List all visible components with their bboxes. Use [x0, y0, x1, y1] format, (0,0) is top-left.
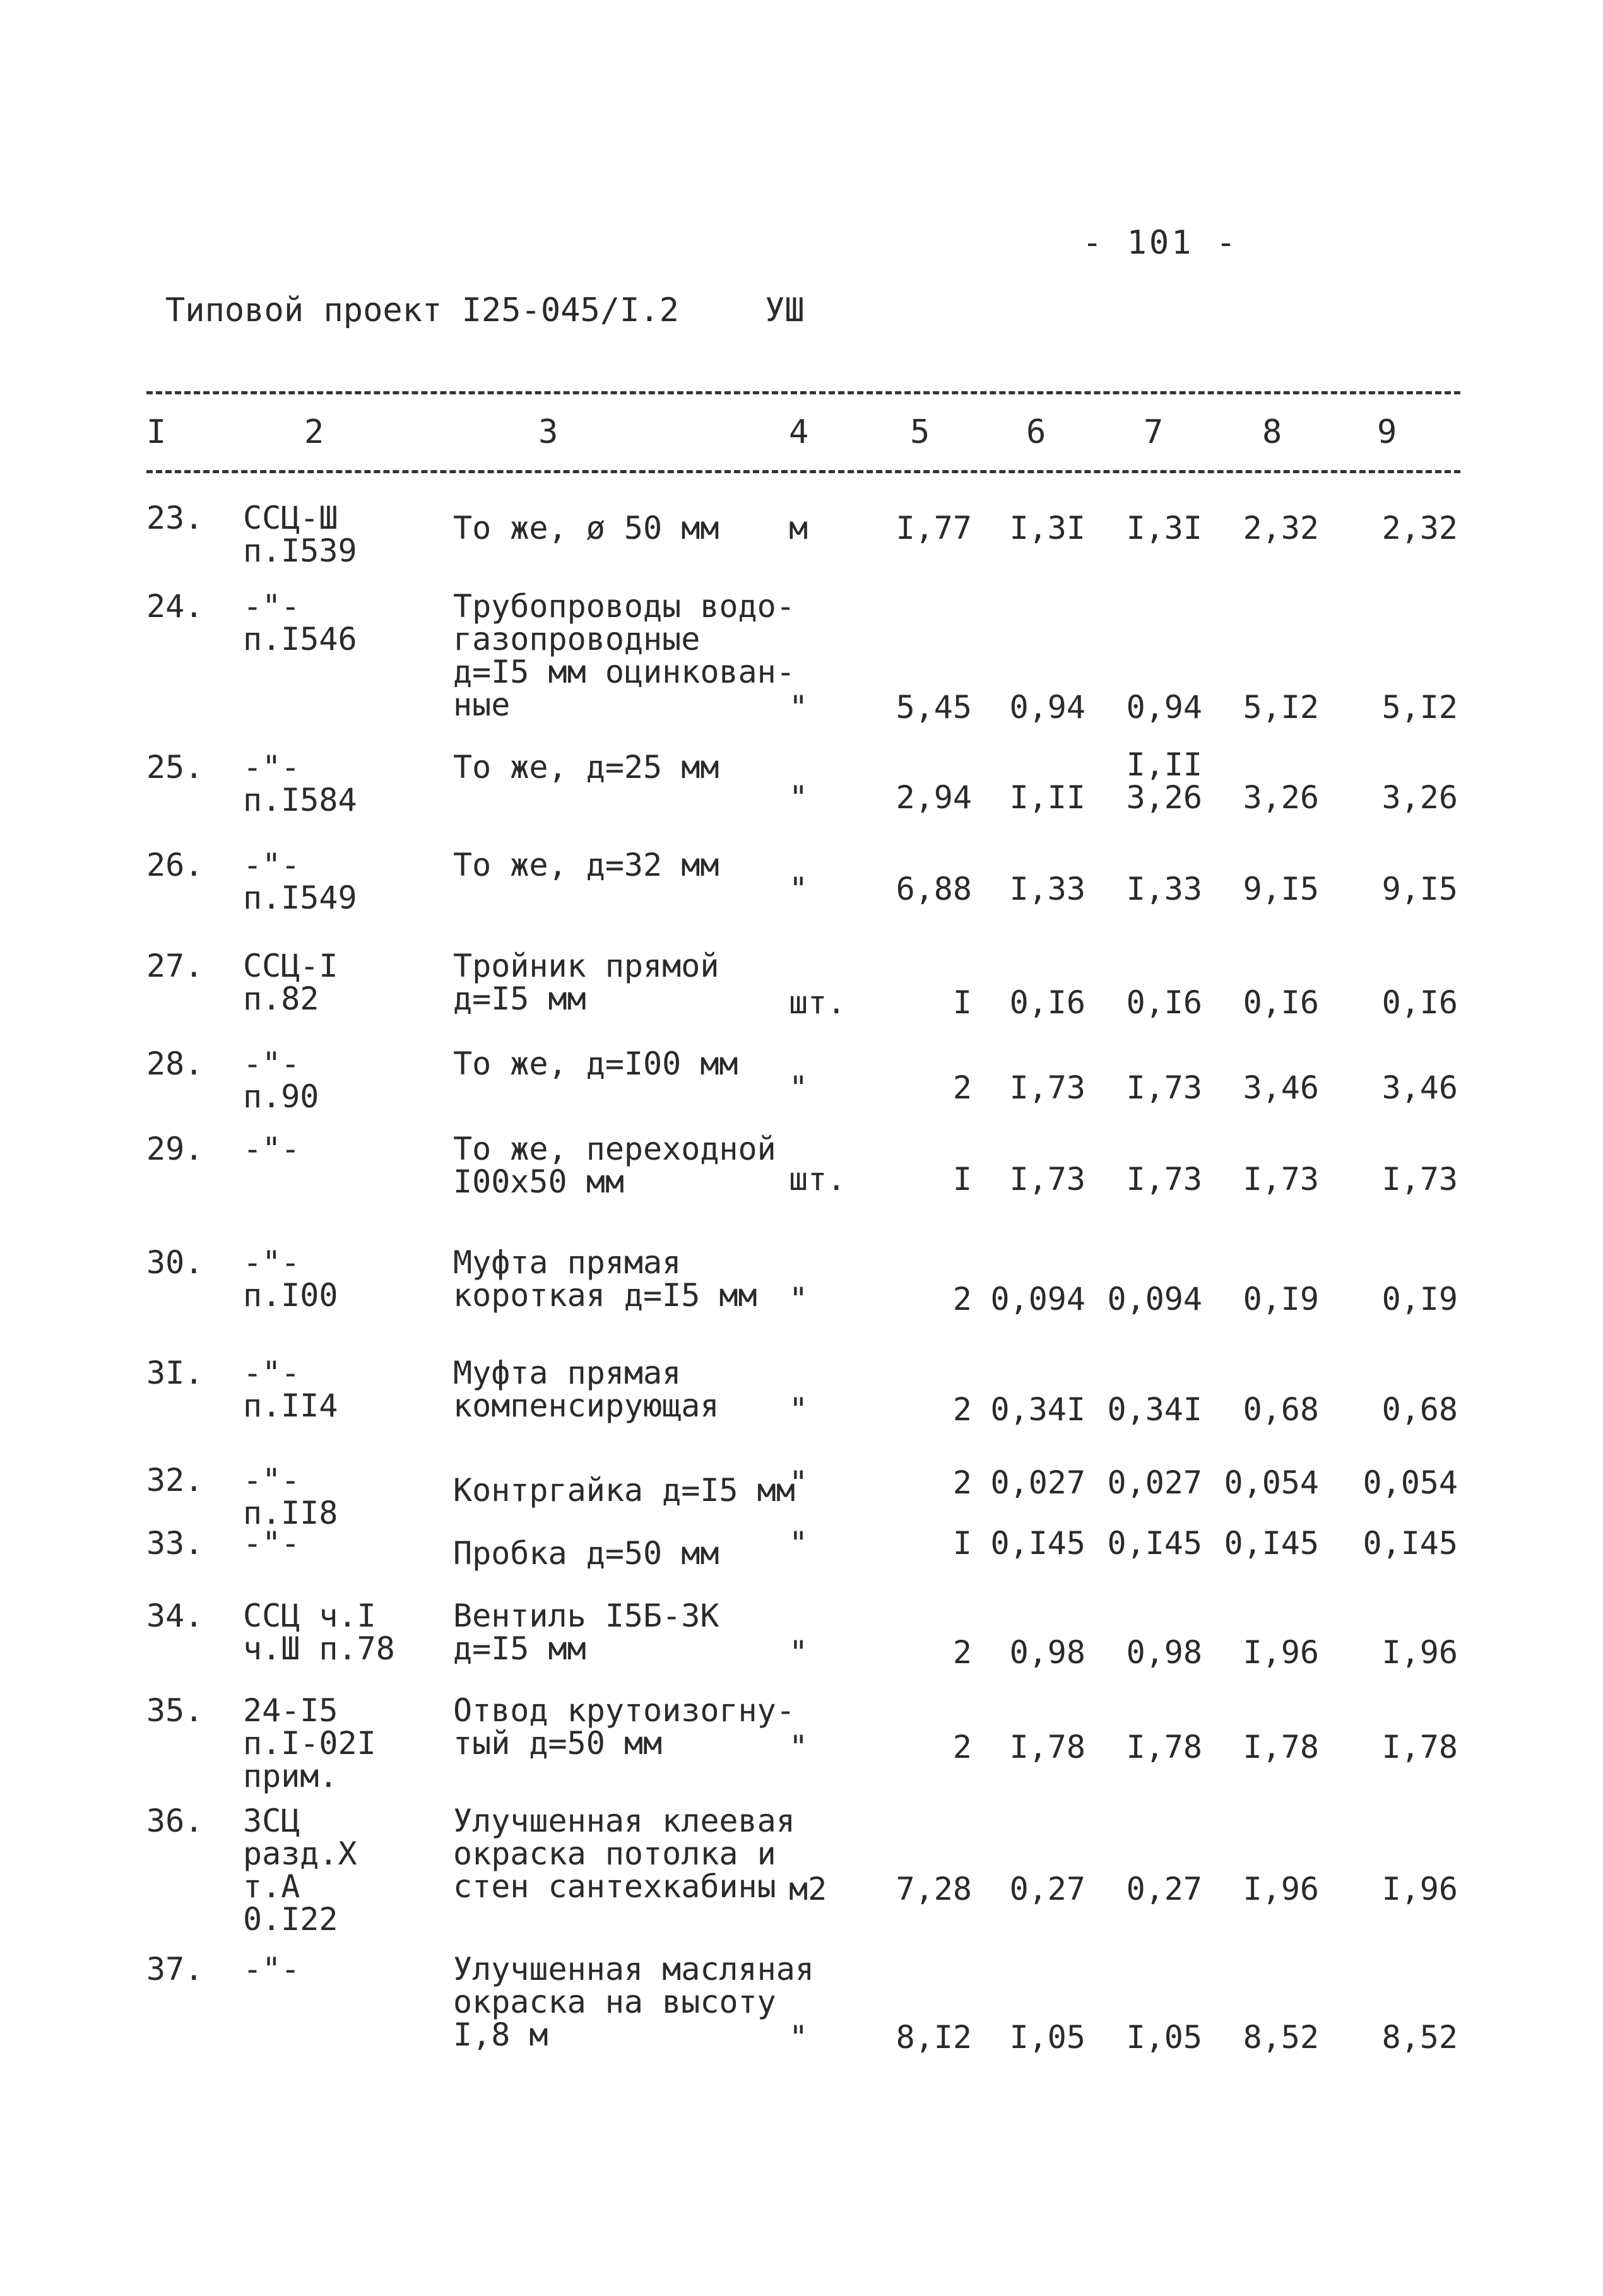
value-cell-6: 0,I6 [1009, 984, 1085, 1021]
description-cell: Муфта прямая короткая д=I5 мм [453, 1244, 757, 1314]
value-cell-5: 6,88 [896, 871, 972, 907]
value-cell-6: I,33 [1009, 871, 1085, 907]
description-cell: То же, д=I00 мм [453, 1045, 738, 1082]
value-cell-7: I,3I [1126, 510, 1202, 546]
unit-cell: " [789, 1729, 808, 1765]
value-cell-7: I,05 [1126, 2019, 1202, 2056]
row-number-cell: 35. [146, 1692, 204, 1729]
unit-cell: шт. [789, 984, 846, 1021]
value-cell-8: 9,I5 [1243, 871, 1319, 907]
description-cell: То же, д=25 мм [453, 749, 719, 786]
value-cell-7: 0,I45 [1107, 1525, 1202, 1562]
page-number: - 101 - [1082, 224, 1239, 262]
value-cell-7: I,II 3,26 [1126, 746, 1202, 816]
value-cell-6: I,05 [1009, 2019, 1085, 2056]
reference-cell: ССЦ-Ш п.I539 [243, 500, 357, 569]
value-cell-6: 0,94 [1009, 689, 1085, 726]
value-cell-7: I,73 [1126, 1161, 1202, 1198]
value-cell-9: 5,I2 [1381, 689, 1458, 726]
value-cell-5: 2,94 [896, 779, 972, 816]
value-cell-5: 2 [952, 1634, 972, 1671]
column-number: 7 [1144, 413, 1164, 451]
value-cell-5: I,77 [896, 510, 972, 546]
row-number-cell: 26. [146, 847, 204, 883]
value-cell-9: I,96 [1381, 1634, 1458, 1671]
unit-cell: " [789, 2019, 808, 2056]
column-number: 9 [1377, 413, 1397, 451]
value-cell-7: 0,98 [1126, 1634, 1202, 1671]
column-number: 4 [789, 413, 809, 451]
description-cell: То же, ø 50 мм [453, 510, 719, 546]
value-cell-6: 0,027 [990, 1464, 1085, 1501]
description-cell: Улучшенная клеевая окраска потолка и стен сантехкабины [453, 1803, 795, 1905]
value-cell-7: I,33 [1126, 871, 1202, 907]
description-cell: Пробка д=50 мм [453, 1535, 719, 1572]
value-cell-8: 0,I45 [1224, 1525, 1319, 1562]
value-cell-8: I,78 [1243, 1729, 1319, 1765]
value-cell-8: I,96 [1243, 1871, 1319, 1907]
value-cell-7: I,78 [1126, 1729, 1202, 1765]
description-cell: Трубопроводы водо- газопроводные д=I5 мм оцинкован- ные [453, 588, 795, 723]
value-cell-9: 2,32 [1381, 510, 1458, 546]
unit-cell: " [789, 1281, 808, 1317]
value-cell-6: 0,I45 [990, 1525, 1085, 1562]
value-cell-5: 7,28 [896, 1871, 972, 1907]
reference-cell: -"- п.II8 [243, 1462, 338, 1531]
row-number-cell: 29. [146, 1131, 204, 1167]
value-cell-5: 5,45 [896, 689, 972, 726]
row-number-cell: 23. [146, 500, 204, 536]
description-cell: То же, д=32 мм [453, 847, 719, 883]
value-cell-9: 8,52 [1381, 2019, 1458, 2056]
row-number-cell: 34. [146, 1598, 204, 1634]
reference-cell: -"- [243, 1951, 300, 1987]
column-number: 5 [910, 413, 930, 451]
project-title: Типовой проект I25-045/I.2 [165, 291, 679, 329]
row-number-cell: 32. [146, 1462, 204, 1498]
column-number: 3 [538, 413, 559, 451]
value-cell-8: I,73 [1243, 1161, 1319, 1198]
unit-cell: " [789, 1634, 808, 1671]
value-cell-6: I,3I [1009, 510, 1085, 546]
row-number-cell: 24. [146, 588, 204, 625]
description-cell: Контргайка д=I5 мм [453, 1472, 795, 1509]
reference-cell: -"- п.I546 [243, 588, 357, 657]
value-cell-7: 0,27 [1126, 1871, 1202, 1907]
value-cell-9: 3,26 [1381, 779, 1458, 816]
value-cell-8: 3,26 [1243, 779, 1319, 816]
reference-cell: -"- п.I549 [243, 847, 357, 916]
column-number: 8 [1262, 413, 1282, 451]
unit-cell: " [789, 1464, 808, 1501]
value-cell-6: I,78 [1009, 1729, 1085, 1765]
value-cell-8: 2,32 [1243, 510, 1319, 546]
description-cell: Улучшенная масляная окраска на высоту I,8 м [453, 1951, 814, 2053]
unit-cell: " [789, 1069, 808, 1106]
value-cell-5: 8,I2 [896, 2019, 972, 2056]
unit-cell: " [789, 1391, 808, 1428]
unit-cell: " [789, 689, 808, 726]
description-cell: То же, переходной I00х50 мм [453, 1131, 776, 1200]
value-cell-9: I,73 [1381, 1161, 1458, 1198]
value-cell-5: 2 [952, 1069, 972, 1106]
unit-cell: шт. [789, 1161, 846, 1198]
value-cell-9: 0,68 [1381, 1391, 1458, 1428]
value-cell-6: 0,27 [1009, 1871, 1085, 1907]
value-cell-8: I,96 [1243, 1634, 1319, 1671]
value-cell-6: 0,094 [990, 1281, 1085, 1317]
value-cell-8: 0,054 [1224, 1464, 1319, 1501]
value-cell-6: 0,34I [990, 1391, 1085, 1428]
value-cell-8: 3,46 [1243, 1069, 1319, 1106]
reference-cell: -"- [243, 1525, 300, 1562]
value-cell-9: 0,054 [1363, 1464, 1458, 1501]
reference-cell: -"- п.II4 [243, 1355, 338, 1424]
unit-cell: м [789, 510, 808, 546]
reference-cell: -"- п.I584 [243, 749, 357, 818]
value-cell-9: 0,I45 [1363, 1525, 1458, 1562]
row-number-cell: 30. [146, 1244, 204, 1281]
value-cell-6: 0,98 [1009, 1634, 1085, 1671]
unit-cell: " [789, 1525, 808, 1562]
table-header-rule [146, 470, 1460, 473]
row-number-cell: 37. [146, 1951, 204, 1987]
value-cell-9: 9,I5 [1381, 871, 1458, 907]
column-number: I [146, 413, 167, 451]
value-cell-8: 0,I9 [1243, 1281, 1319, 1317]
reference-cell: ССЦ-I п.82 [243, 948, 338, 1017]
description-cell: Тройник прямой д=I5 мм [453, 948, 719, 1017]
value-cell-7: 0,094 [1107, 1281, 1202, 1317]
unit-cell: " [789, 871, 808, 907]
value-cell-9: 0,I9 [1381, 1281, 1458, 1317]
value-cell-7: 0,94 [1126, 689, 1202, 726]
row-number-cell: 25. [146, 749, 204, 786]
value-cell-7: 0,34I [1107, 1391, 1202, 1428]
value-cell-7: 0,I6 [1126, 984, 1202, 1021]
section-code: УШ [765, 291, 805, 329]
value-cell-9: 0,I6 [1381, 984, 1458, 1021]
reference-cell: -"- п.90 [243, 1045, 319, 1115]
value-cell-9: 3,46 [1381, 1069, 1458, 1106]
value-cell-6: I,73 [1009, 1069, 1085, 1106]
description-cell: Муфта прямая компенсирующая [453, 1355, 719, 1424]
unit-cell: м2 [789, 1871, 827, 1907]
value-cell-6: I,II [1009, 779, 1085, 816]
column-number: 6 [1026, 413, 1046, 451]
row-number-cell: 28. [146, 1045, 204, 1082]
value-cell-8: 5,I2 [1243, 689, 1319, 726]
row-number-cell: 27. [146, 948, 204, 984]
reference-cell: 24-I5 п.I-02I прим. [243, 1692, 376, 1794]
value-cell-5: I [952, 1525, 972, 1562]
value-cell-6: I,73 [1009, 1161, 1085, 1198]
description-cell: Вентиль I5Б-3К д=I5 мм [453, 1598, 719, 1667]
value-cell-7: 0,027 [1107, 1464, 1202, 1501]
row-number-cell: 33. [146, 1525, 204, 1562]
value-cell-5: I [952, 1161, 972, 1198]
value-cell-8: 8,52 [1243, 2019, 1319, 2056]
description-cell: Отвод крутоизогну- тый д=50 мм [453, 1692, 795, 1762]
reference-cell: -"- п.I00 [243, 1244, 338, 1314]
reference-cell: ЗСЦ разд.Х т.А 0.I22 [243, 1803, 357, 1938]
value-cell-5: I [952, 984, 972, 1021]
unit-cell: " [789, 779, 808, 816]
column-number: 2 [304, 413, 324, 451]
value-cell-8: 0,68 [1243, 1391, 1319, 1428]
table-top-rule [146, 391, 1460, 394]
value-cell-5: 2 [952, 1281, 972, 1317]
row-number-cell: 3I. [146, 1355, 204, 1391]
reference-cell: -"- [243, 1131, 300, 1167]
value-cell-8: 0,I6 [1243, 984, 1319, 1021]
document-header [165, 291, 805, 329]
value-cell-5: 2 [952, 1464, 972, 1501]
value-cell-5: 2 [952, 1729, 972, 1765]
value-cell-7: I,73 [1126, 1069, 1202, 1106]
value-cell-9: I,78 [1381, 1729, 1458, 1765]
value-cell-5: 2 [952, 1391, 972, 1428]
reference-cell: ССЦ ч.I ч.Ш п.78 [243, 1598, 395, 1667]
row-number-cell: 36. [146, 1803, 204, 1839]
value-cell-9: I,96 [1381, 1871, 1458, 1907]
